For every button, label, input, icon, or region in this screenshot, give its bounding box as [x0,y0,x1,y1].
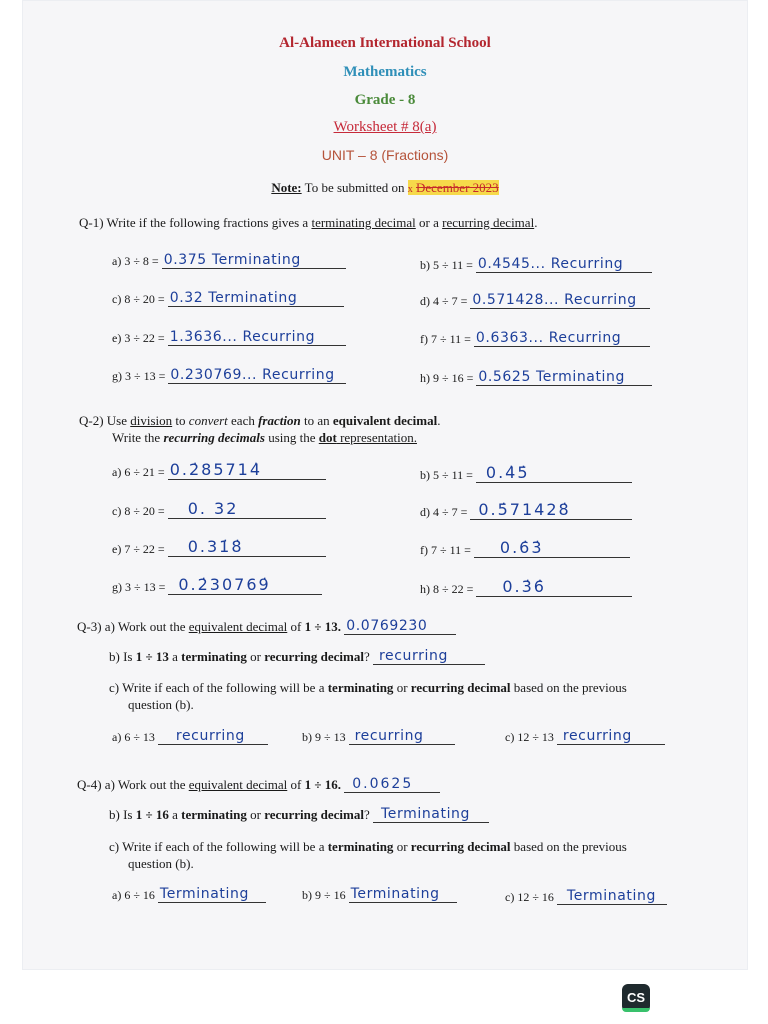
q3-c-or: or [396,680,408,695]
q1-item-e-prompt: e) 3 ÷ 22 = [112,331,165,345]
q1-item-b-answer: 0.4545... Recurring [477,256,624,272]
q1-item-a-prompt: a) 3 ÷ 8 = [112,254,159,268]
q4-a-answer: 0.0625 [352,776,414,792]
q2-item-g-prompt: g) 3 ÷ 13 = [112,580,166,594]
q1-item-d-prompt: d) 4 ÷ 7 = [420,294,468,308]
q4-item-a [112,886,266,903]
q1-item-g-answer-line[interactable] [168,367,346,384]
q4-item-b-prompt: b) 9 ÷ 16 [302,888,346,902]
q3-a-answer-line[interactable] [344,618,456,635]
q1-item-d-answer: 0.571428... Recurring [472,292,637,308]
q2-item-c [112,499,326,519]
q2-item-d-answer: 0.5̇71428̇ [478,500,571,519]
q1-item-f-answer-line[interactable] [474,330,650,347]
q2-convert: convert [188,413,228,428]
q3-b-answer-line[interactable] [373,648,485,665]
q4-c-text: c) Write if each of the following will be a [109,839,325,854]
q2-text: Q-2) Use [79,413,128,428]
q3-b-prefix: b) Is [109,649,133,664]
q2-item-c-prompt: c) 8 ÷ 20 = [112,504,165,518]
q2-text: to an [303,413,330,428]
q2-item-e-answer-line[interactable] [168,537,326,557]
q2-division: division [130,413,173,428]
q3-part-c-line2: question (b). [128,697,194,712]
worksheet-title: Worksheet # 8(a) [333,119,437,135]
note-date-highlight [408,180,499,195]
q2-dot: dot [318,430,337,445]
q2-item-f-prompt: f) 7 ÷ 11 = [420,543,471,557]
q3-b-a: a [172,649,178,664]
q4-c-or: or [396,839,408,854]
q2-item-h-answer-line[interactable] [476,577,632,597]
q4-part-a [77,776,440,793]
q1-item-a-answer-line[interactable] [162,252,346,269]
q4-a-equivalent-decimal: equivalent decimal [188,777,288,792]
worksheet-page [22,0,748,970]
q3-a-prefix: Q-3) a) Work out the [77,619,186,634]
q4-item-c [505,888,667,905]
q3-a-expression: 1 ÷ 13. [304,619,341,634]
q1-item-a [112,252,346,269]
q2-item-c-answer-line[interactable] [168,499,326,519]
q4-b-recurring: recurring decimal [264,807,364,822]
q4-b-or: or [250,807,261,822]
q2-item-e-answer: 0.31̇8̇ [187,537,244,556]
q2-item-e [112,537,326,557]
q1-item-b [420,256,652,273]
q2-item-f-answer: 0.6̇3̇ [499,538,544,557]
q3-item-a-prompt: a) 6 ÷ 13 [112,730,155,744]
subject-title: Mathematics [343,64,427,80]
q4-item-a-answer-line[interactable] [158,886,266,903]
q4-item-b-answer: Terminating [350,886,440,902]
q1-item-a-answer: 0.375 Terminating [163,252,301,268]
q2-text: Write the [112,430,161,445]
q3-b-question-mark: ? [363,649,370,664]
q2-item-g-answer: 0.2̇30769̇ [178,575,271,594]
q4-part-c-line1 [109,839,627,855]
note-label: Note: [271,180,302,195]
q3-b-expression: 1 ÷ 13 [135,649,169,664]
q1-item-c [112,290,344,307]
q2-text: each [231,413,255,428]
note-date: December 2023 [416,180,499,195]
q2-item-h-prompt: h) 8 ÷ 22 = [420,582,474,596]
q1-item-g-answer: 0.230769... Recurring [170,367,335,383]
q2-text: to [175,413,186,428]
q3-b-terminating: terminating [181,649,247,664]
q1-end: . [534,215,538,230]
q3-item-c-prompt: c) 12 ÷ 13 [505,730,554,744]
q2-item-b [420,463,632,483]
q3-item-b-prompt: b) 9 ÷ 13 [302,730,346,744]
q4-item-c-answer-line[interactable] [557,888,667,905]
q1-item-g [112,367,346,384]
q3-item-b-answer: recurring [354,728,424,744]
q1-item-b-prompt: b) 5 ÷ 11 = [420,258,473,272]
q4-a-expression: 1 ÷ 16. [304,777,341,792]
q2-equivalent-decimal: equivalent decimal [332,413,438,428]
q3-c-text: c) Write if each of the following will be a [109,680,325,695]
q1-label: Q-1) Write if the following fractions gives a [79,215,309,230]
q2-item-a [112,460,326,480]
q3-item-c [505,728,665,745]
q2-text: using the [268,430,316,445]
q2-instruction-line1 [79,413,440,429]
q4-b-expression: 1 ÷ 16 [135,807,169,822]
q3-part-c-line1 [109,680,627,696]
q2-item-f-answer-line[interactable] [474,538,630,558]
school-name: Al-Alameen International School [279,35,491,51]
q4-c-text-tail: based on the previous [513,839,627,854]
q3-c-recurring: recurring decimal [410,680,511,695]
q4-a-prefix: Q-4) a) Work out the [77,777,186,792]
q3-c-text-tail: based on the previous [513,680,627,695]
q1-item-h-answer: 0.5625 Terminating [478,369,626,385]
q4-b-question-mark: ? [363,807,370,822]
q3-item-b [302,728,455,745]
unit-title: UNIT – 8 (Fractions) [321,147,449,163]
q2-item-g-answer-line[interactable] [168,575,322,595]
q4-a-of: of [290,777,302,792]
q4-item-b-answer-line[interactable] [349,886,457,903]
q3-item-a-answer: recurring [175,728,245,744]
q1-item-f-answer: 0.6363... Recurring [475,330,622,346]
q4-item-c-prompt: c) 12 ÷ 16 [505,890,554,904]
q2-instruction-line2 [112,430,417,446]
q4-b-answer: Terminating [381,806,471,822]
q4-item-c-answer: Terminating [566,888,656,904]
q1-item-c-answer-line[interactable] [168,290,344,307]
q3-item-c-answer: recurring [562,728,632,744]
q2-item-a-prompt: a) 6 ÷ 21 = [112,465,165,479]
q3-item-a-answer-line[interactable] [158,728,268,745]
q1-item-b-answer-line[interactable] [476,256,652,273]
q3-a-answer: 0.0̇76923̇0 [346,618,428,634]
q1-term-terminating: terminating decimal [311,215,416,230]
q3-part-a [77,618,456,635]
q3-b-recurring: recurring decimal [264,649,364,664]
q1-item-h-prompt: h) 9 ÷ 16 = [420,371,474,385]
q2-item-d-answer-line[interactable] [470,500,632,520]
q3-a-equivalent-decimal: equivalent decimal [188,619,288,634]
submission-note [22,180,748,196]
q1-item-g-prompt: g) 3 ÷ 13 = [112,369,166,383]
q1-item-d [420,292,650,309]
q4-item-b [302,886,457,903]
q4-part-b [109,806,489,823]
q2-item-f [420,538,630,558]
q1-item-c-answer: 0.32 Terminating [169,290,298,306]
q2-item-b-answer: 0.4̇5̇ [485,463,530,482]
q4-item-a-prompt: a) 6 ÷ 16 [112,888,155,902]
q2-item-h-answer: 0.3̇6̇ [502,577,546,596]
q2-recurring-decimals: recurring decimals [163,430,265,445]
q3-c-terminating: terminating [327,680,394,695]
q2-item-a-answer: 0.2̇85714̇ [169,460,263,479]
q3-item-b-answer-line[interactable] [349,728,455,745]
q4-b-answer-line[interactable] [373,806,489,823]
q1-mid: or a [419,215,439,230]
q3-b-or: or [250,649,261,664]
q1-item-e-answer: 1.3636... Recurring [169,329,316,345]
q4-c-recurring: recurring decimal [410,839,511,854]
q3-part-b [109,648,485,665]
q2-item-d [420,500,632,520]
q4-a-answer-line[interactable] [344,776,440,793]
note-scribble: x [407,184,413,195]
q2-item-a-answer-line[interactable] [168,460,326,480]
q4-b-terminating: terminating [181,807,247,822]
q2-item-h [420,577,632,597]
q2-representation: representation. [340,430,417,445]
q2-fraction: fraction [258,413,301,428]
camscanner-logo-icon: CS [622,984,650,1012]
q4-part-c-line2: question (b). [128,856,194,871]
q1-instruction [79,215,537,231]
q1-item-f [420,330,650,347]
q1-item-c-prompt: c) 8 ÷ 20 = [112,292,165,306]
q2-item-c-answer: 0. 32 [187,499,239,518]
q1-item-e-answer-line[interactable] [168,329,346,346]
q2-item-g [112,575,322,595]
q1-item-d-answer-line[interactable] [470,292,650,309]
q4-b-a: a [172,807,178,822]
q2-item-e-prompt: e) 7 ÷ 22 = [112,542,165,556]
q3-item-a [112,728,268,745]
q2-item-b-prompt: b) 5 ÷ 11 = [420,468,473,482]
q1-item-e [112,329,346,346]
q4-item-a-answer: Terminating [159,886,249,902]
q3-a-of: of [290,619,302,634]
q2-text: . [437,413,441,428]
grade-title: Grade - 8 [354,92,416,108]
q2-item-b-answer-line[interactable] [476,463,632,483]
q1-term-recurring: recurring decimal [442,215,535,230]
q4-c-terminating: terminating [327,839,394,854]
q3-b-answer: recurring [379,648,448,664]
q4-b-prefix: b) Is [109,807,133,822]
q1-item-f-prompt: f) 7 ÷ 11 = [420,332,471,346]
q1-item-h [420,369,652,386]
note-text: To be submitted on [304,180,405,195]
q3-item-c-answer-line[interactable] [557,728,665,745]
q2-item-d-prompt: d) 4 ÷ 7 = [420,505,468,519]
q1-item-h-answer-line[interactable] [476,369,652,386]
